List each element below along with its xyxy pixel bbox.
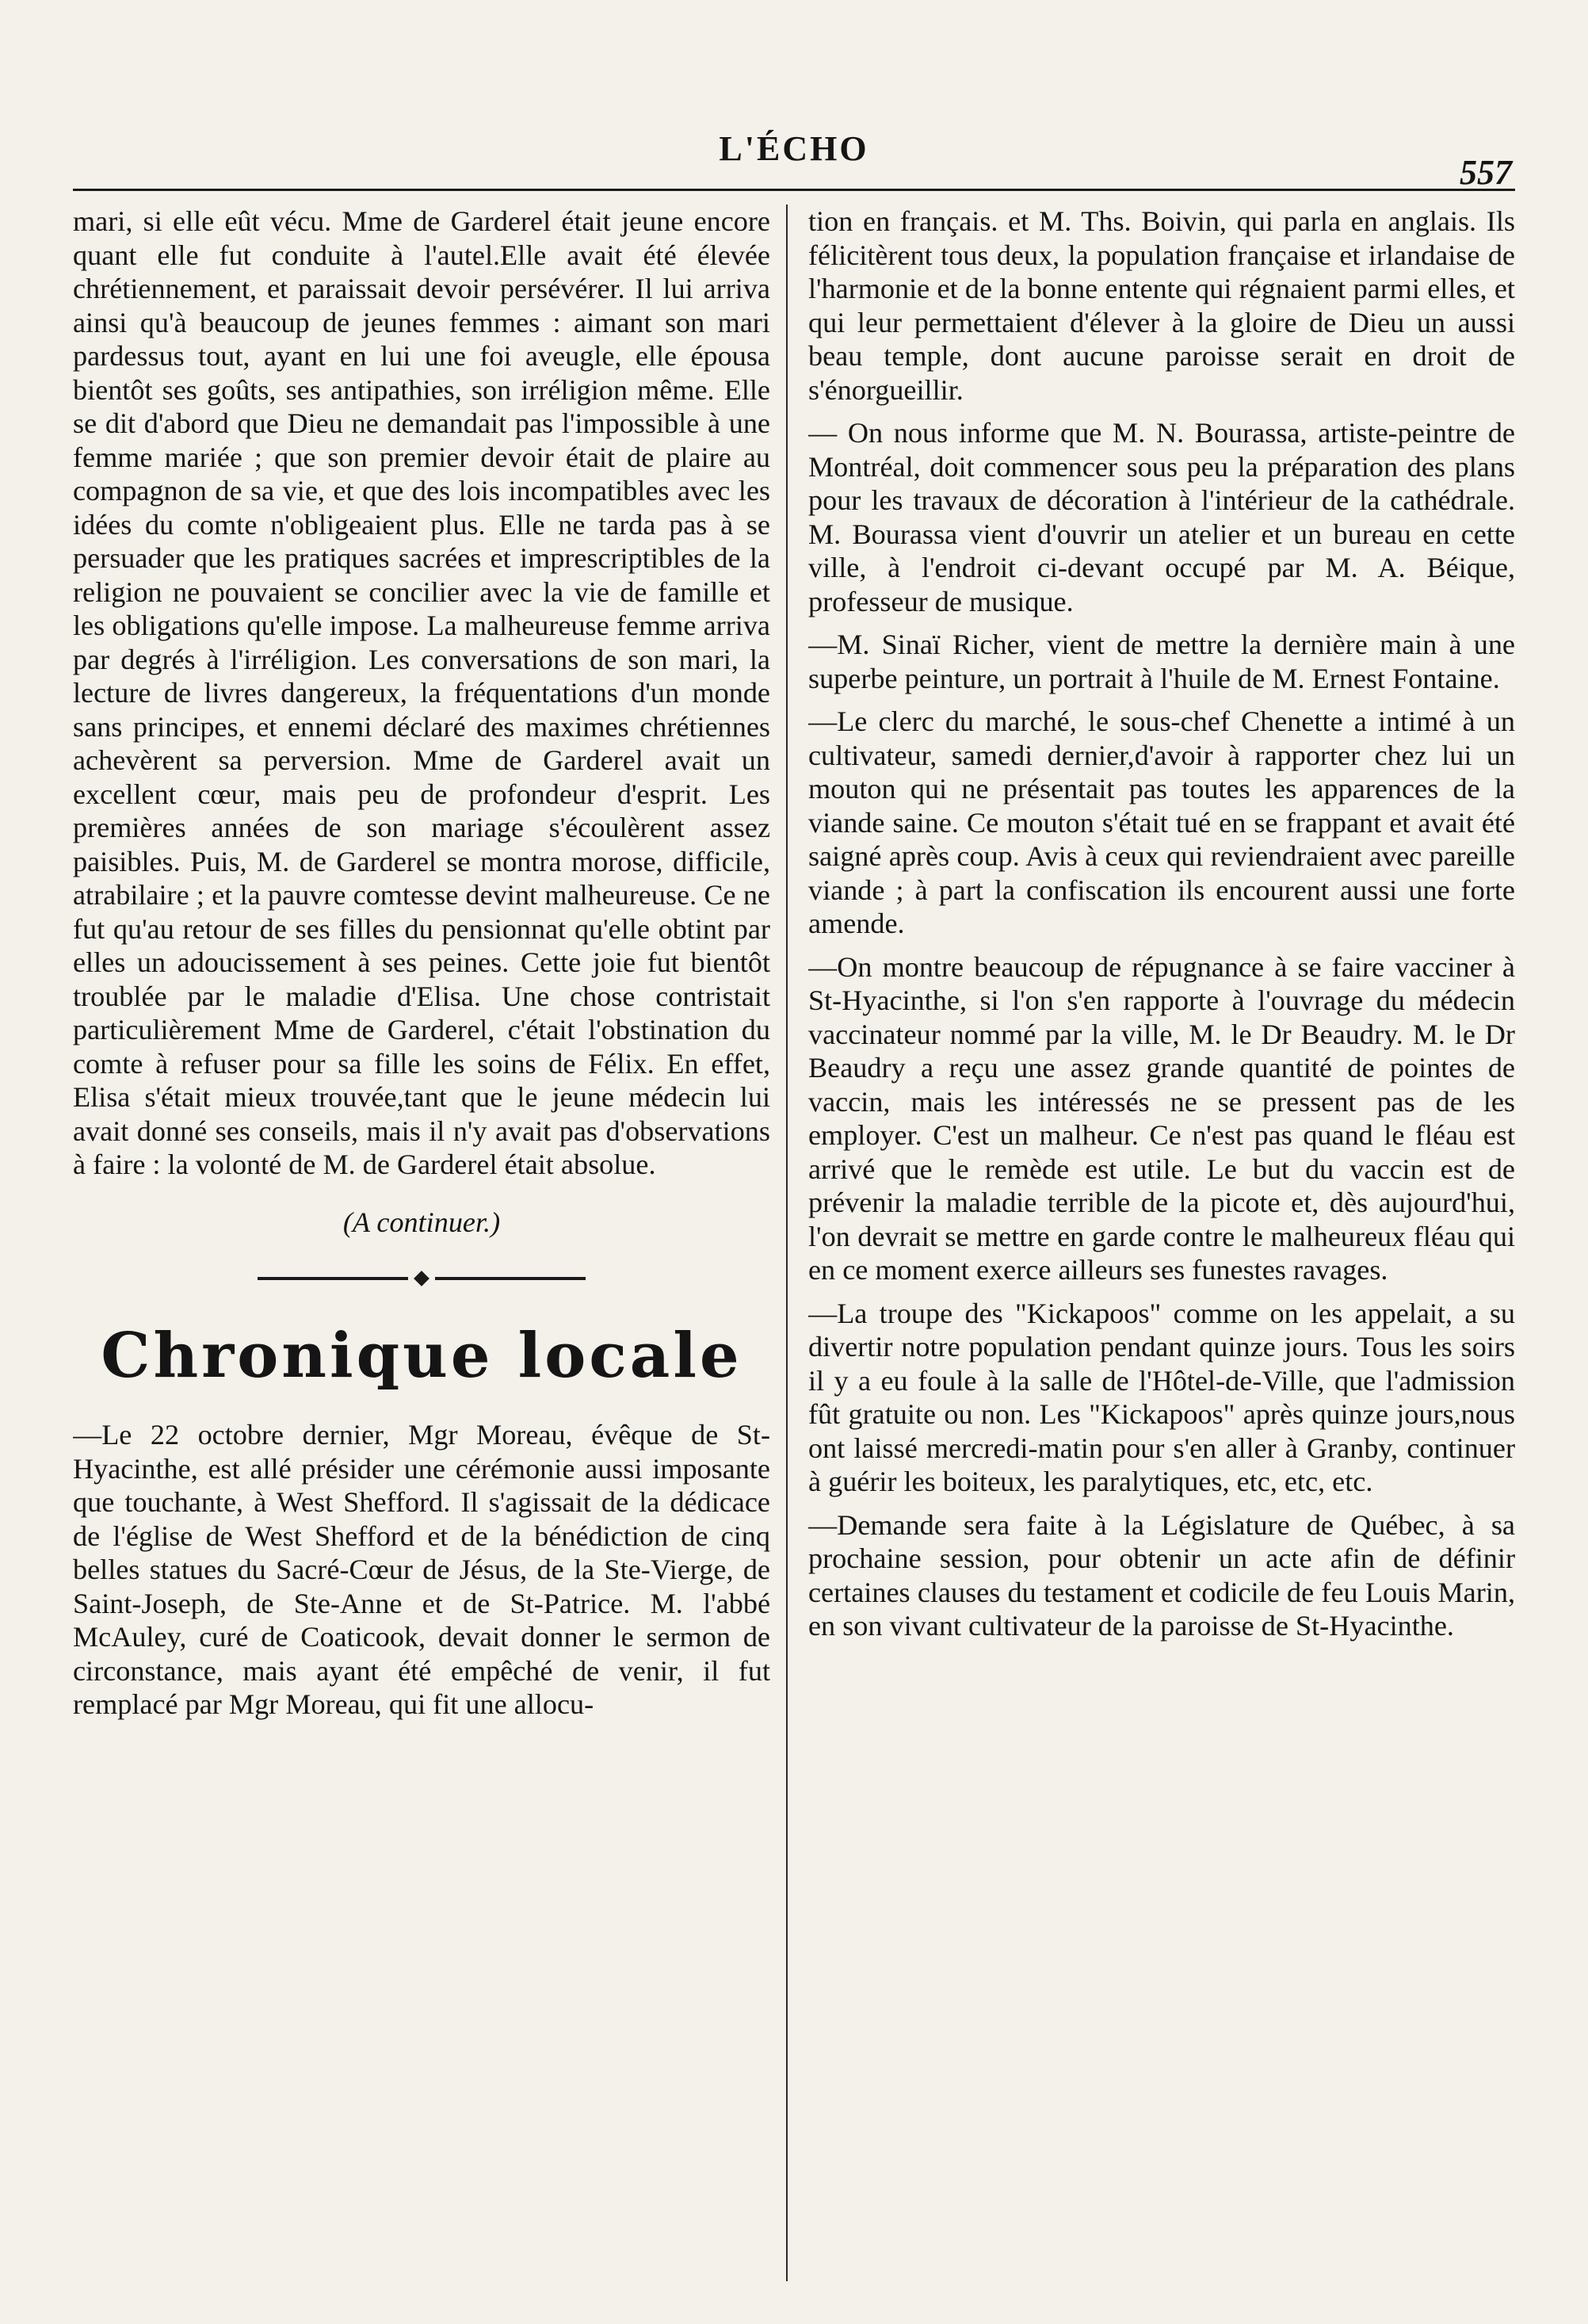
section-heading: Chronique locale [101, 1320, 742, 1392]
running-head: L'ÉCHO [719, 129, 869, 168]
news-paragraph: —On montre beaucoup de répugnance à se faire vacciner à St-Hyacinthe, si l'on s'en rapporte à l'ouvrage du médecin vaccinateur nommé par la ville, M. le Dr Beaudry. M. le Dr Beaudry a reçu une assez grande quantité de pointes de vaccin, mais les intéressés ne se pressent pas de les employer. C'est un malheur. Ce n'est pas quand le fléau est arrivé que le remède est utile. Le but du vaccin est de prévenir la maladie terrible de la picote et, dès aujourd'hui, l'on devrait se mettre en garde contre le malheureux fléau qui en ce moment exerce ailleurs ses funestes ravages. [808, 950, 1515, 1286]
ornament-bar-left [258, 1277, 408, 1280]
ornament-bar-right [435, 1277, 586, 1280]
news-paragraph: —La troupe des "Kickapoos" comme on les appelait, a su divertir notre population pendant quinze jours. Tous les soirs il y a eu foule à la salle de l'Hôtel-de-Ville, que l'admission fût gratuite ou non. Les "Kickapoos" après quinze jours,nous ont laissé mercredi-matin pour s'en aller à Granby, continuer à guérir les boiteux, les paralytiques, etc, etc, etc. [808, 1297, 1515, 1497]
news-paragraph: —Le clerc du marché, le sous-chef Chenette a intimé à un cultivateur, samedi dernier,d'avoir à rapporter chez lui un mouton qui ne présentait pas toutes les apparences de la viande saine. Ce mouton s'était tué en se frappant et avait été saigné après coup. Avis à ceux qui reviendraient avec pareille viande ; à part la confiscation ils encourent aussi une forte amende. [808, 705, 1515, 939]
ornament-diamond-icon [414, 1271, 429, 1286]
news-paragraph: tion en français. et M. Ths. Boivin, qui parla en anglais. Ils félicitèrent tous deux, la population française et irlandaise de l'harmonie et de la bonne entente qui régnaient parmi elles, et qui leur permettaient d'élever à la gloire de Dieu un aussi beau temple, dont aucune paroisse serait en droit de s'énorgueillir. [808, 205, 1515, 406]
serial-paragraph: mari, si elle eût vécu. Mme de Garderel était jeune encore quant elle fut conduite à l'autel.Elle avait été élevée chrétiennement, et paraissait devoir persévérer. Il lui arriva ainsi qu'à beaucoup de jeunes femmes : aimant son mari pardessus tout, ayant en lui une foi aveugle, elle épousa bientôt ses goûts, ses antipathies, son irréligion même. Elle se dit d'abord que Dieu ne demandait pas l'impossible à une femme mariée ; que son premier devoir était de plaire au compagnon de sa vie, et que des lois incompatibles avec les idées du comte n'obligeaient plus. Elle ne tarda pas à se persuader que les pratiques sacrées et imprescriptibles de la religion ne pouvaient se concilier avec la vie de famille et les obligations qu'elle impose. La malheureuse femme arriva par degrés à l'irréligion. Les conversations de son mari, la lecture de livres dangereux, la fréquentations d'un monde sans principes, et ennemi déclaré des maximes chrétiennes achevèrent sa perversion. Mme de Garderel avait un excellent cœur, mais peu de profondeur d'esprit. Les premières années de son mariage s'écoulèrent assez paisibles. Puis, M. de Garderel se montra morose, difficile, atrabilaire ; et la pauvre comtesse devint malheureuse. Ce ne fut qu'au retour de ses filles du pensionnat qu'elle obtint par elles un adoucissement à ses peines. Cette joie fut bientôt troublée par le maladie d'Elisa. Une chose contristait particulièrement Mme de Garderel, c'était l'obstination du comte à refuser pour sa fille les soins de Félix. En effet, Elisa s'était mieux trouvée,tant que le jeune médecin lui avait donné ses conseils, mais il n'y avait pas d'observations à faire : la volonté de M. de Garderel était absolue. [73, 205, 770, 1180]
text-columns [73, 204, 1515, 2297]
header-rule [73, 189, 1515, 191]
news-paragraph: —Demande sera faite à la Législature de Québec, à sa prochaine session, pour obtenir un acte afin de définir certaines clauses du testament et codicile de feu Louis Marin, en son vivant cultivateur de la paroisse de St-Hyacinthe. [808, 1508, 1515, 1642]
news-paragraph: — On nous informe que M. N. Bourassa, artiste-peintre de Montréal, doit commencer sous peu la préparation des plans pour les travaux de décoration à l'intérieur de la cathédrale. M. Bourassa vient d'ouvrir un atelier et un bureau en cette ville, à l'endroit ci-devant occupé par M. A. Béique, professeur de musique. [808, 417, 1515, 617]
news-paragraph: —M. Sinaï Richer, vient de mettre la dernière main à une superbe peinture, un portrait à l'huile de M. Ernest Fontaine. [808, 629, 1515, 694]
ornamental-rule [73, 1271, 770, 1286]
left-column [73, 204, 770, 2297]
continuation-note: (A continuer.) [342, 1206, 501, 1238]
page-number: 557 [1460, 153, 1512, 192]
news-paragraph: —Le 22 octobre dernier, Mgr Moreau, évêque de St-Hyacinthe, est allé présider une cérémonie aussi imposante que touchante, à West Shefford. Il s'agissait de la dédicace de l'église de West Shefford et de la bénédiction de cinq belles statues du Sacré-Cœur de Jésus, de la Ste-Vierge, de Saint-Joseph, de Ste-Anne et de St-Patrice. M. l'abbé McAuley, curé de Coaticook, devait donner le sermon de circonstance, mais ayant été empêché de venir, il fut remplacé par Mgr Moreau, qui fit une allocu- [73, 1419, 770, 1720]
right-column [808, 204, 1515, 2297]
